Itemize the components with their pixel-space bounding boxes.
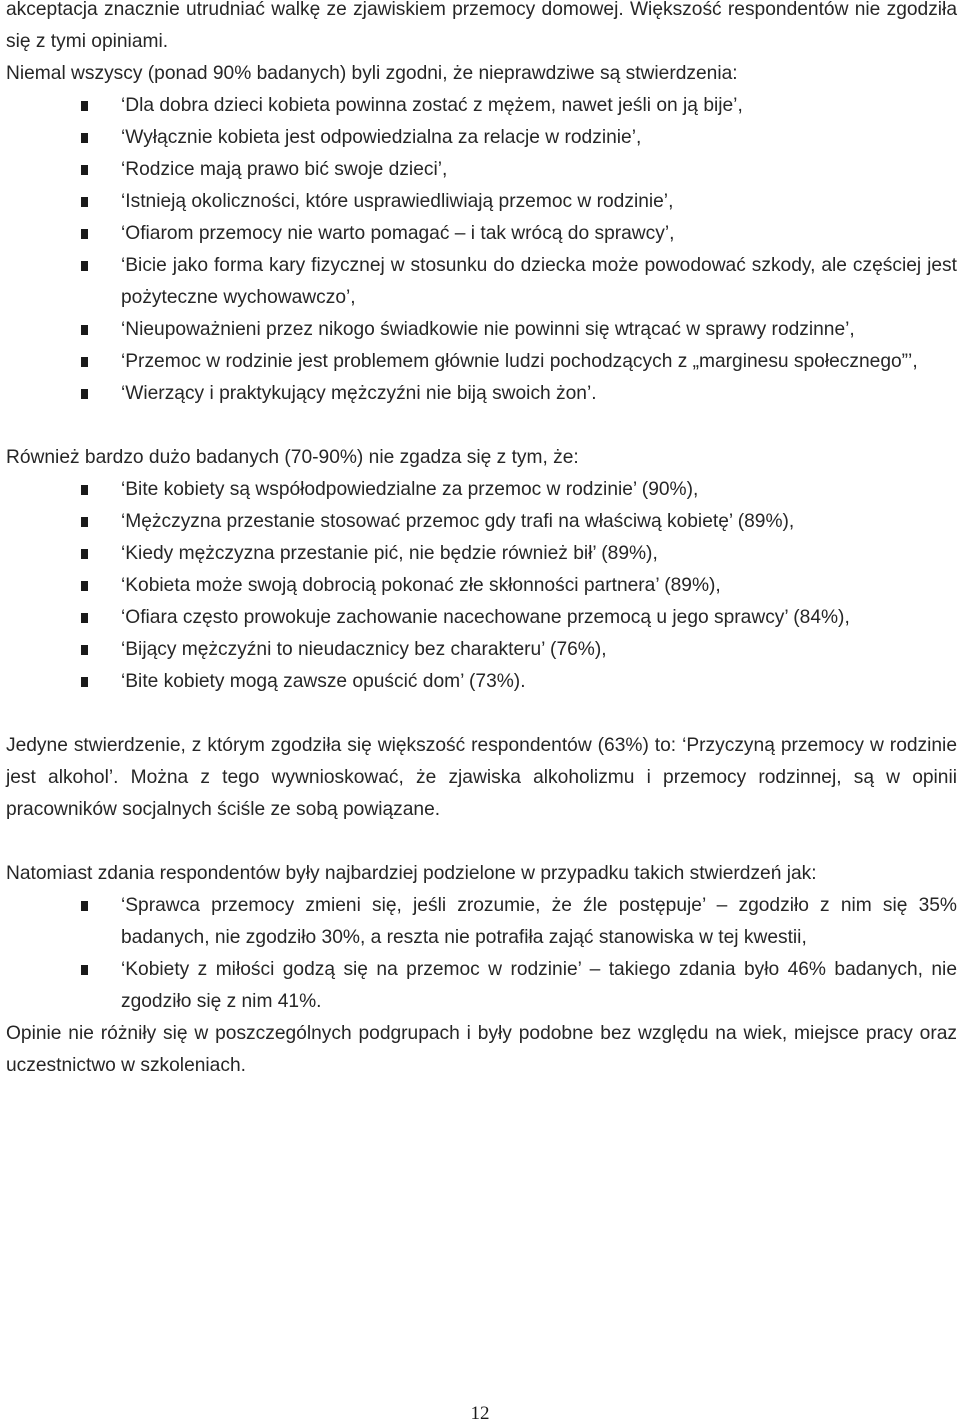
- list-item: ‘Kobieta może swoją dobrocią pokonać złe skłonności partnera’ (89%),: [6, 570, 957, 602]
- paragraph-continuation: akceptacja znacznie utrudniać walkę ze zjawiskiem przemocy domowej. Większość respondentów nie zgodziła się z tymi opiniami.: [6, 0, 957, 52]
- list-item: ‘Kiedy mężczyzna przestanie pić, nie będzie również bił’ (89%),: [6, 538, 957, 570]
- list-item: ‘Przemoc w rodzinie jest problemem głównie ludzi pochodzących z „marginesu społecznego”’,: [6, 346, 957, 378]
- paragraph-intro-divided: Natomiast zdania respondentów były najbardziej podzielone w przypadku takich stwierdzeń jak:: [6, 863, 817, 884]
- paragraph-conclusion: Opinie nie różniły się w poszczególnych podgrupach i były podobne bez względu na wiek, miejsce pracy oraz uczestnictwo w szkoleniach.: [6, 1023, 957, 1076]
- paragraph-intro-false-statements: Niemal wszyscy (ponad 90% badanych) byli zgodni, że nieprawdziwe są stwierdzenia:: [6, 63, 738, 84]
- list-item: ‘Wyłącznie kobieta jest odpowiedzialna za relacje w rodzinie’,: [6, 122, 957, 154]
- list-item: ‘Nieupoważnieni przez nikogo świadkowie nie powinni się wtrącać w sprawy rodzinne’,: [6, 314, 957, 346]
- list-disagree-statements: [6, 474, 957, 698]
- paragraph-intro-disagree: Również bardzo dużo badanych (70-90%) nie zgadza się z tym, że:: [6, 447, 579, 468]
- paragraph-spacer: [6, 826, 957, 858]
- list-item: ‘Rodzice mają prawo bić swoje dzieci’,: [6, 154, 957, 186]
- document-body: [6, 0, 957, 1082]
- list-item: ‘Bite kobiety są współodpowiedzialne za przemoc w rodzinie’ (90%),: [6, 474, 957, 506]
- list-item: ‘Bicie jako forma kary fizycznej w stosunku do dziecka może powodować szkody, ale częściej jest pożyteczne wychowawczo’,: [6, 250, 957, 314]
- list-item: ‘Ofiarom przemocy nie warto pomagać – i tak wrócą do sprawcy’,: [6, 218, 957, 250]
- list-item: ‘Bijący mężczyźni to nieudacznicy bez charakteru’ (76%),: [6, 634, 957, 666]
- list-item: ‘Bite kobiety mogą zawsze opuścić dom’ (73%).: [6, 666, 957, 698]
- paragraph-spacer: [6, 410, 957, 442]
- paragraph-spacer: [6, 698, 957, 730]
- page-number: 12: [470, 1403, 490, 1424]
- paragraph-alcohol: Jedyne stwierdzenie, z którym zgodziła się większość respondentów (63%) to: ‘Przyczyną przemocy w rodzinie jest alkohol’. Można z tego wywnioskować, że zjawiska alkoholizmu i przemocy rodzinnej, są w opinii pracowników socjalnych ściśle ze sobą powiązane.: [6, 735, 957, 820]
- list-item: ‘Dla dobra dzieci kobieta powinna zostać z mężem, nawet jeśli on ją bije’,: [6, 90, 957, 122]
- list-item: ‘Mężczyzna przestanie stosować przemoc gdy trafi na właściwą kobietę’ (89%),: [6, 506, 957, 538]
- list-item: ‘Sprawca przemocy zmieni się, jeśli zrozumie, że źle postępuje’ – zgodziło z nim się 35% badanych, nie zgodziło 30%, a reszta nie potrafiła zająć stanowiska w tej kwestii,: [6, 890, 957, 954]
- list-item: ‘Istnieją okoliczności, które usprawiedliwiają przemoc w rodzinie’,: [6, 186, 957, 218]
- list-divided-statements: [6, 890, 957, 1018]
- list-item: ‘Kobiety z miłości godzą się na przemoc w rodzinie’ – takiego zdania było 46% badanych, nie zgodziło się z nim 41%.: [6, 954, 957, 1018]
- list-false-statements: [6, 90, 957, 410]
- list-item: ‘Ofiara często prowokuje zachowanie nacechowane przemocą u jego sprawcy’ (84%),: [6, 602, 957, 634]
- list-item: ‘Wierzący i praktykujący mężczyźni nie biją swoich żon’.: [6, 378, 957, 410]
